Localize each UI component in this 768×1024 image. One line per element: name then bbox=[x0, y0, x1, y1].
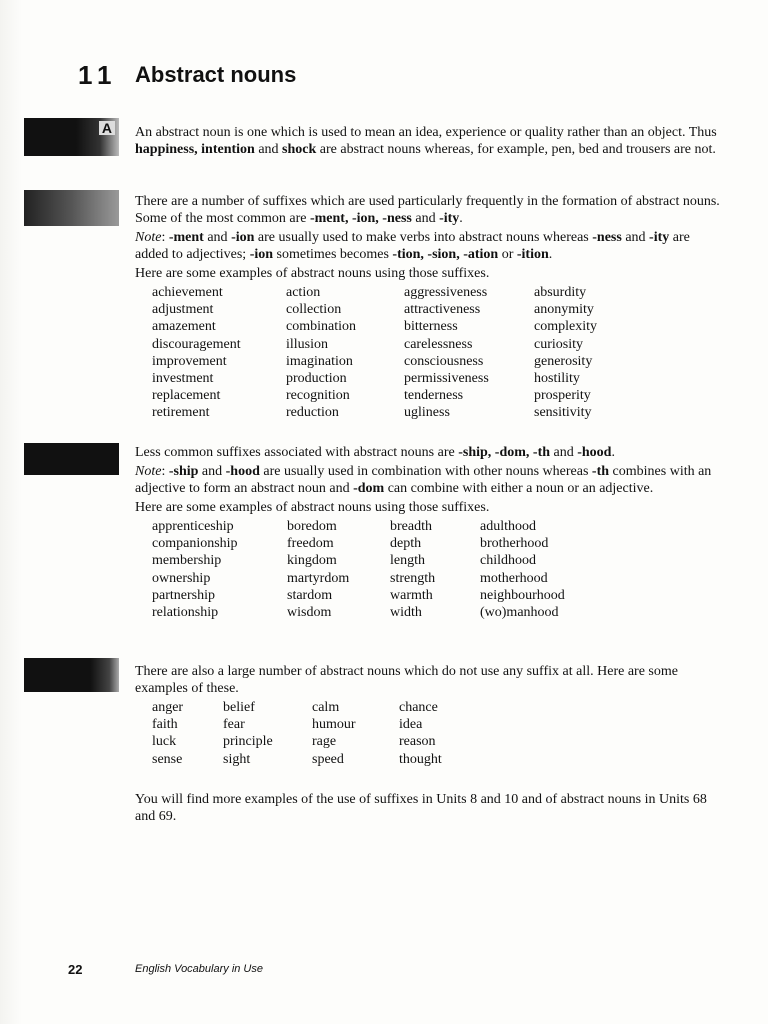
word-cell: reason bbox=[399, 734, 436, 750]
word-cell: complexity bbox=[534, 319, 597, 335]
word-cell: belief bbox=[223, 700, 255, 715]
text: are usually used to make verbs into abstract nouns whereas bbox=[254, 230, 593, 245]
word-cell: curiosity bbox=[534, 336, 583, 352]
bold-term: happiness, intention bbox=[135, 142, 255, 157]
word-cell: recognition bbox=[286, 388, 350, 404]
text: and bbox=[198, 464, 226, 479]
word-cell: faith bbox=[152, 717, 178, 733]
bold-term: -ion bbox=[249, 247, 274, 262]
word-cell: illusion bbox=[286, 336, 329, 352]
section-b bbox=[135, 193, 720, 422]
unit-number: 11 bbox=[78, 60, 118, 90]
unit-title: Abstract nouns bbox=[135, 62, 297, 87]
word-cell: humour bbox=[312, 717, 356, 733]
word-cell: imagination bbox=[286, 353, 353, 369]
word-cell: adulthood bbox=[480, 519, 536, 534]
word-cell: prosperity bbox=[534, 388, 591, 404]
text: There are a number of suffixes which are used particularly frequently in the formation of abstract nouns. Some of the most common are bbox=[135, 194, 720, 226]
bold-term: -tion, -sion, -ation bbox=[392, 247, 499, 262]
word-cell: width bbox=[390, 605, 422, 621]
word-cell: martyrdom bbox=[287, 570, 350, 586]
word-cell: sight bbox=[223, 751, 251, 767]
section-c-intro bbox=[135, 444, 720, 461]
bold-term: -ition bbox=[516, 247, 549, 262]
section-tab-b bbox=[24, 190, 119, 226]
bold-term: -ity bbox=[649, 230, 670, 245]
bold-term: -ness bbox=[592, 230, 622, 245]
bold-term: -hood bbox=[577, 445, 612, 460]
section-c-examples-intro: Here are some examples of abstract nouns using those suffixes. bbox=[135, 500, 490, 515]
text: . bbox=[459, 211, 463, 226]
bold-term: -hood bbox=[225, 464, 260, 479]
word-cell: hostility bbox=[534, 371, 580, 387]
word-cell: ownership bbox=[152, 570, 211, 586]
section-tab-a bbox=[24, 118, 119, 156]
word-cell: wisdom bbox=[287, 605, 332, 621]
text: and bbox=[254, 142, 283, 157]
word-cell: warmth bbox=[390, 587, 433, 603]
word-cell: principle bbox=[223, 734, 273, 750]
book-title: English Vocabulary in Use bbox=[135, 963, 263, 975]
text: Less common suffixes associated with abstract nouns are bbox=[135, 445, 459, 460]
word-cell: breadth bbox=[390, 519, 432, 534]
word-cell: achievement bbox=[152, 285, 223, 300]
note-label: Note bbox=[135, 464, 162, 479]
word-cell: brotherhood bbox=[480, 536, 549, 552]
word-cell: kingdom bbox=[287, 553, 337, 569]
text: . bbox=[611, 445, 615, 460]
word-cell: boredom bbox=[287, 519, 337, 534]
text: are abstract nouns whereas, for example, pen, bed and trousers are not. bbox=[316, 142, 716, 157]
word-cell: bitterness bbox=[404, 319, 458, 335]
word-cell: sense bbox=[152, 751, 183, 767]
word-cell: carelessness bbox=[404, 336, 473, 352]
page-number: 22 bbox=[68, 962, 83, 977]
section-b-examples-intro: Here are some examples of abstract nouns using those suffixes. bbox=[135, 266, 490, 281]
text: : bbox=[161, 230, 169, 245]
word-cell: aggressiveness bbox=[404, 285, 488, 300]
text: and bbox=[203, 230, 232, 245]
section-a-paragraph bbox=[135, 124, 720, 158]
word-cell: stardom bbox=[287, 587, 333, 603]
word-cell: production bbox=[286, 371, 347, 387]
text: . bbox=[548, 247, 553, 262]
section-a bbox=[135, 124, 720, 160]
word-cell: permissiveness bbox=[404, 371, 489, 387]
text: sometimes becomes bbox=[273, 247, 393, 262]
word-cell: collection bbox=[286, 302, 342, 318]
closing-paragraph bbox=[135, 791, 720, 827]
word-cell: strength bbox=[390, 570, 436, 586]
text: can combine with either a noun or an adjective. bbox=[384, 481, 654, 496]
word-cell: adjustment bbox=[152, 302, 214, 318]
section-tab-d bbox=[24, 658, 119, 692]
word-cell: companionship bbox=[152, 536, 238, 552]
word-cell: investment bbox=[152, 371, 214, 387]
word-table-b bbox=[152, 284, 720, 422]
word-cell: retirement bbox=[152, 405, 210, 421]
word-cell: thought bbox=[399, 751, 442, 767]
bold-term: -dom bbox=[353, 481, 385, 496]
word-cell: childhood bbox=[480, 553, 536, 569]
text: combines with an adjective to form an abstract noun and bbox=[135, 464, 712, 496]
text: are added to adjectives; bbox=[135, 230, 690, 262]
word-cell: consciousness bbox=[404, 353, 484, 369]
section-c-note bbox=[135, 463, 720, 497]
word-table-d bbox=[152, 699, 720, 768]
bold-term: shock bbox=[282, 142, 317, 157]
bold-term: -th bbox=[591, 464, 610, 479]
closing-text: You will find more examples of the use of suffixes in Units 8 and 10 and of abstract nouns in Units 68 and 69. bbox=[135, 792, 707, 824]
word-cell: improvement bbox=[152, 353, 227, 369]
word-cell: length bbox=[390, 553, 425, 569]
word-cell: anonymity bbox=[534, 302, 594, 318]
text: : bbox=[161, 464, 169, 479]
word-cell: neighbourhood bbox=[480, 587, 565, 603]
word-cell: relationship bbox=[152, 605, 219, 621]
text: and bbox=[411, 211, 440, 226]
word-cell: replacement bbox=[152, 388, 221, 404]
word-cell: tenderness bbox=[404, 388, 464, 404]
word-cell: calm bbox=[312, 700, 340, 715]
section-letter-a: A bbox=[99, 121, 115, 135]
word-cell: rage bbox=[312, 734, 337, 750]
word-cell: speed bbox=[312, 751, 344, 767]
word-cell: amazement bbox=[152, 319, 216, 335]
text: and bbox=[621, 230, 650, 245]
word-table-c bbox=[152, 518, 720, 621]
word-cell: action bbox=[286, 285, 321, 300]
section-tab-c bbox=[24, 443, 119, 475]
section-d-intro: There are also a large number of abstract nouns which do not use any suffix at all. Here are some examples of these. bbox=[135, 664, 678, 696]
word-cell: discouragement bbox=[152, 336, 241, 352]
section-b-note bbox=[135, 229, 720, 263]
word-cell: ugliness bbox=[404, 405, 450, 421]
word-cell: partnership bbox=[152, 587, 215, 603]
word-cell: combination bbox=[286, 319, 356, 335]
word-cell: chance bbox=[399, 700, 438, 715]
word-cell: idea bbox=[399, 717, 423, 733]
bold-term: -ion bbox=[231, 230, 255, 245]
word-cell: membership bbox=[152, 553, 222, 569]
section-c bbox=[135, 444, 720, 621]
bold-term: -ment bbox=[168, 230, 204, 245]
note-label: Note bbox=[135, 230, 162, 245]
word-cell: anger bbox=[152, 700, 184, 715]
scan-edge bbox=[0, 0, 22, 1024]
text: and bbox=[550, 445, 578, 460]
bold-term: -ship bbox=[168, 464, 199, 479]
bold-term: -ity bbox=[439, 211, 460, 226]
word-cell: motherhood bbox=[480, 570, 548, 586]
word-cell: generosity bbox=[534, 353, 593, 369]
word-cell: luck bbox=[152, 734, 177, 750]
section-b-intro bbox=[135, 193, 720, 227]
text: or bbox=[498, 247, 517, 262]
word-cell: absurdity bbox=[534, 285, 587, 300]
word-cell: sensitivity bbox=[534, 405, 592, 421]
text: are usually used in combination with other nouns whereas bbox=[259, 464, 592, 479]
bold-term: -ment, -ion, -ness bbox=[309, 211, 412, 226]
word-cell: attractiveness bbox=[404, 302, 481, 318]
word-cell: (wo)manhood bbox=[480, 605, 559, 621]
word-cell: reduction bbox=[286, 405, 339, 421]
word-cell: depth bbox=[390, 536, 422, 552]
word-cell: apprenticeship bbox=[152, 519, 234, 534]
word-cell: freedom bbox=[287, 536, 334, 552]
bold-term: -ship, -dom, -th bbox=[458, 445, 551, 460]
text: An abstract noun is one which is used to mean an idea, experience or quality rather than an object. Thus bbox=[135, 125, 717, 140]
section-d bbox=[135, 663, 720, 768]
word-cell: fear bbox=[223, 717, 245, 733]
